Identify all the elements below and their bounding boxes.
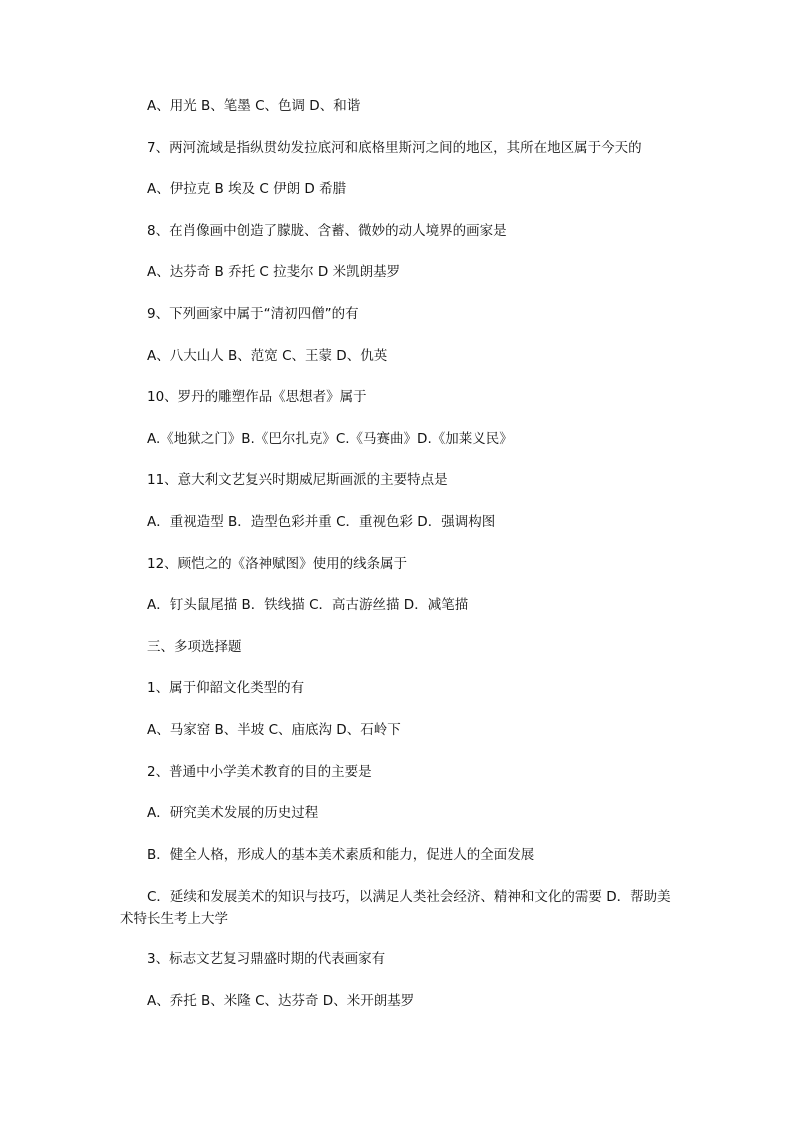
- q9-options: A、八大山人 B、范宽 C、王蒙 D、仇英: [147, 347, 388, 364]
- mq3-question: 3、标志文艺复习鼎盛时期的代表画家有: [147, 951, 386, 968]
- mq2-option-c-d: C．延续和发展美术的知识与技巧，以满足人类社会经济、精神和文化的需要 D．帮助美术特长生考上大学: [120, 889, 671, 928]
- q10-options: A.《地狱之门》B.《巴尔扎克》C.《马赛曲》D.《加莱义民》: [147, 430, 513, 447]
- q11-question: 11、意大利文艺复兴时期威尼斯画派的主要特点是: [147, 472, 448, 489]
- mq2-question: 2、普通中小学美术教育的目的主要是: [147, 763, 372, 780]
- section-heading: 三、多项选择题: [147, 638, 242, 655]
- q8-question: 8、在肖像画中创造了朦胧、含蓄、微妙的动人境界的画家是: [147, 222, 507, 239]
- mq2-option-a: A．研究美术发展的历史过程: [147, 805, 319, 822]
- mq2-option-b: B．健全人格，形成人的基本美术素质和能力，促进人的全面发展: [147, 846, 535, 863]
- mq1-options: A、马家窑 B、半坡 C、庙底沟 D、石岭下: [147, 721, 401, 738]
- q7-options: A、伊拉克 B 埃及 C 伊朗 D 希腊: [147, 181, 347, 198]
- mq3-options: A、乔托 B、米隆 C、达芬奇 D、米开朗基罗: [147, 992, 415, 1009]
- q11-options: A．重视造型 B．造型色彩并重 C．重视色彩 D．强调构图: [147, 513, 496, 530]
- q12-question: 12、顾恺之的《洛神赋图》使用的线条属于: [147, 555, 408, 572]
- q6-options: A、用光 B、笔墨 C、色调 D、和谐: [147, 98, 361, 114]
- q9-question: 9、下列画家中属于“清初四僧”的有: [147, 305, 359, 322]
- mq1-question: 1、属于仰韶文化类型的有: [147, 680, 305, 697]
- q8-options: A、达芬奇 B 乔托 C 拉斐尔 D 米凯朗基罗: [147, 264, 401, 281]
- q7-question: 7、两河流域是指纵贯幼发拉底河和底格里斯河之间的地区，其所在地区属于今天的: [147, 139, 642, 156]
- q12-options: A．钉头鼠尾描 B．铁线描 C．高古游丝描 D．减笔描: [147, 597, 469, 614]
- q10-question: 10、罗丹的雕塑作品《思想者》属于: [147, 389, 367, 406]
